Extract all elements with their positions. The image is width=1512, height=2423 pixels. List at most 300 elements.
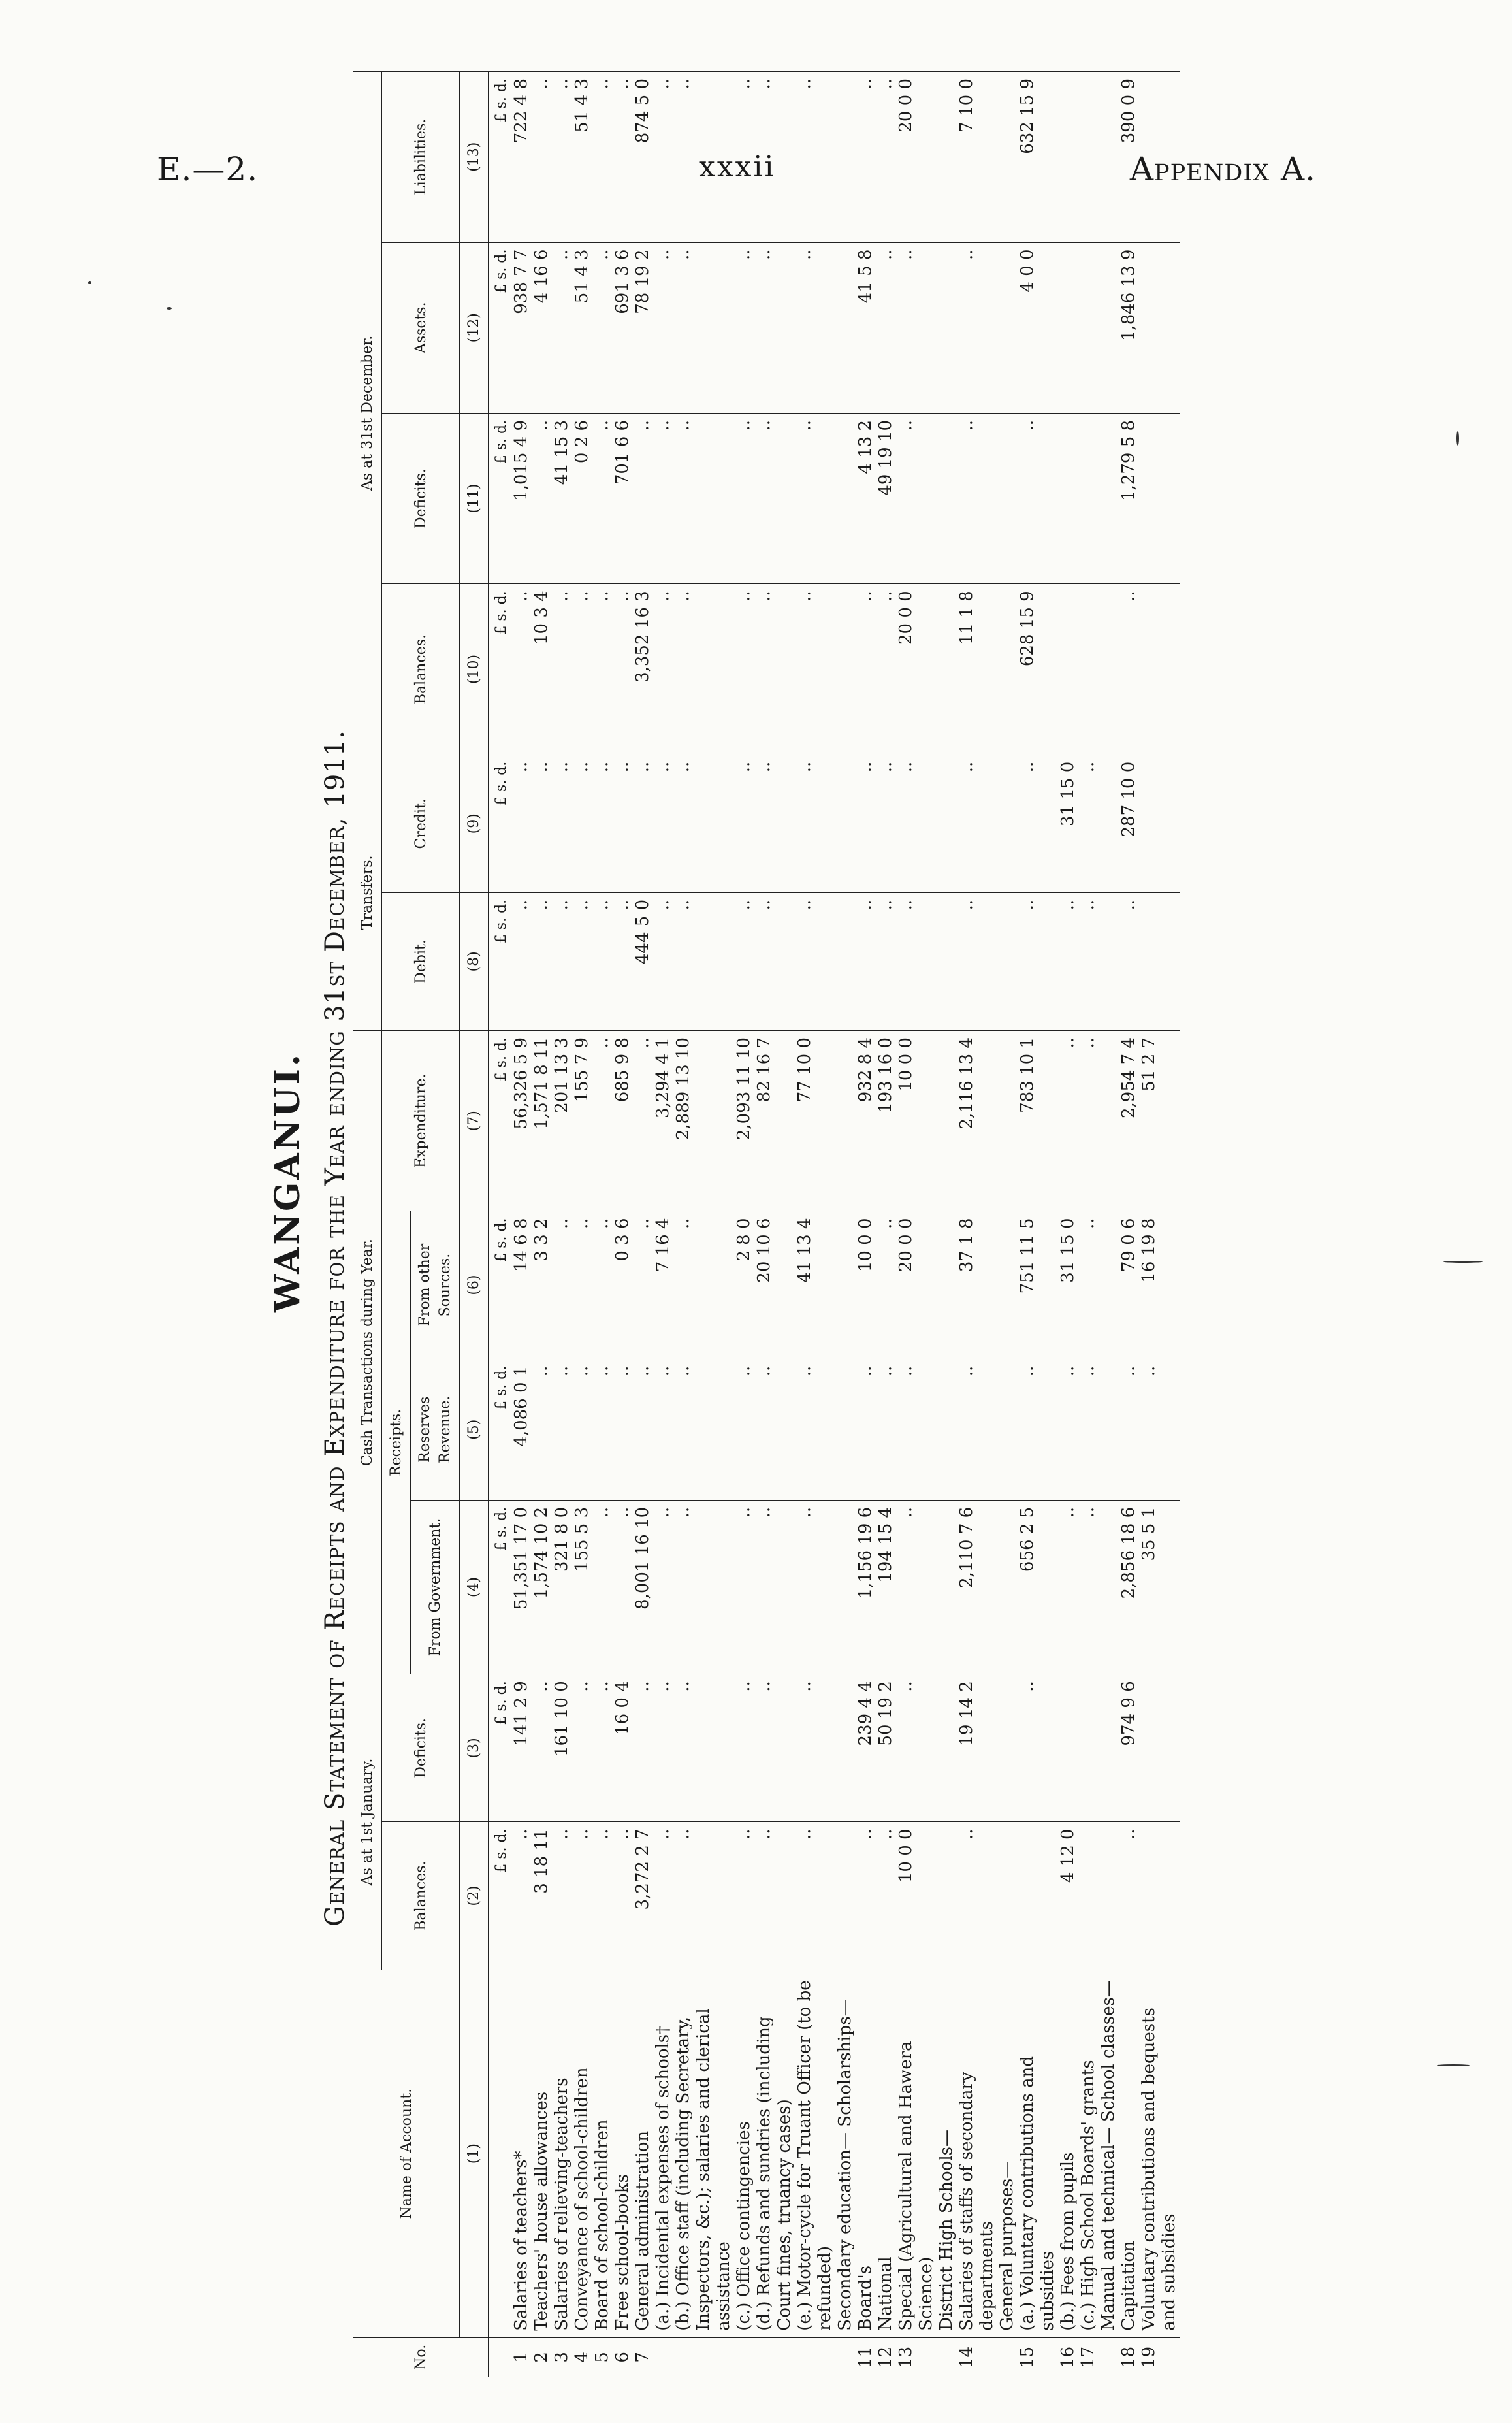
amount-cell-c6: 3 3 2 — [532, 1211, 552, 1359]
account-name: National — [876, 1970, 896, 2337]
amount-cell-c2 — [1078, 1822, 1099, 1970]
amount-cell-c4: .. — [1078, 1500, 1099, 1674]
table-row — [572, 72, 592, 2377]
amount-cell-c10 — [835, 584, 856, 755]
amount-cell-c13: 51 4 3 — [572, 72, 592, 243]
amount-cell-c9: .. — [592, 755, 613, 892]
account-name: Salaries of staffs of secondary departments — [957, 1970, 997, 2337]
amount-cell-c8: .. — [856, 892, 876, 1030]
amount-cell-c2: .. — [957, 1822, 997, 1970]
account-name: General administration — [633, 1970, 653, 2337]
amount-cell-c5: .. — [1078, 1359, 1099, 1500]
amount-cell-c6: 10 0 0 — [856, 1211, 876, 1359]
amount-cell-c9: .. — [511, 755, 532, 892]
amount-cell-c13 — [1078, 72, 1099, 243]
account-name: General purposes— — [997, 1970, 1018, 2337]
amount-cell-c3: .. — [1018, 1674, 1058, 1822]
amount-cell-c5: .. — [633, 1359, 653, 1500]
amount-cell-c2: 4 12 0 — [1058, 1822, 1078, 1970]
amount-cell-c11: .. — [673, 413, 734, 583]
amount-cell-c8: .. — [511, 892, 532, 1030]
amount-cell-c6: .. — [572, 1211, 592, 1359]
group-receipts: Receipts. — [382, 1211, 411, 1674]
row-number: 18 — [1119, 2337, 1139, 2377]
amount-cell-c4 — [997, 1500, 1018, 1674]
account-name: Special (Agricultural and Hawera Science) — [896, 1970, 937, 2337]
amount-cell-c8: .. — [1058, 892, 1078, 1030]
account-name: (e.) Motor-cycle for Truant Officer (to be refunded) — [795, 1970, 835, 2337]
amount-cell-c9 — [997, 755, 1018, 892]
amount-cell-c4: 1,156 19 6 — [856, 1500, 876, 1674]
amount-cell-c6: .. — [673, 1211, 734, 1359]
amount-cell-c5: 4,086 0 1 — [511, 1359, 532, 1500]
amount-cell-c4: 656 2 5 — [1018, 1500, 1058, 1674]
amount-cell-c10: .. — [1119, 584, 1139, 755]
amount-cell-c5: .. — [592, 1359, 613, 1500]
col-num-11: (11) — [460, 413, 489, 583]
amount-cell-c8: .. — [572, 892, 592, 1030]
row-number — [835, 2337, 856, 2377]
amount-cell-c10: 10 3 4 — [532, 584, 552, 755]
table-row — [1078, 72, 1099, 2377]
amount-cell-c8 — [1139, 892, 1180, 1030]
amount-cell-c6: .. — [633, 1211, 653, 1359]
amount-cell-c10: 11 1 8 — [957, 584, 997, 755]
amount-cell-c13 — [997, 72, 1018, 243]
row-number: 3 — [552, 2337, 572, 2377]
amount-cell-c2: .. — [673, 1822, 734, 1970]
row-number: 7 — [633, 2337, 653, 2377]
amount-cell-c5: .. — [957, 1359, 997, 1500]
amount-cell-c2: .. — [552, 1822, 572, 1970]
col-deficits-dec: Deficits. — [382, 413, 460, 583]
col-other-sources: From other Sources. — [411, 1211, 460, 1359]
amount-cell-c12 — [997, 242, 1018, 413]
amount-cell-c6 — [835, 1211, 856, 1359]
amount-cell-c5: .. — [734, 1359, 754, 1500]
amount-cell-c12: .. — [552, 242, 572, 413]
group-dec: As at 31st December. — [353, 72, 382, 755]
amount-cell-c4: 51,351 17 0 — [511, 1500, 532, 1674]
amount-cell-c2 — [1018, 1822, 1058, 1970]
amount-cell-c3: .. — [754, 1674, 795, 1822]
amount-cell-c11: 49 19 10 — [876, 413, 896, 583]
amount-cell-c10: .. — [754, 584, 795, 755]
row-number: 15 — [1018, 2337, 1058, 2377]
amount-cell-c8 — [835, 892, 856, 1030]
amount-cell-c11 — [1078, 413, 1099, 583]
col-num-9: (9) — [460, 755, 489, 892]
amount-cell-c9: 31 15 0 — [1058, 755, 1078, 892]
amount-cell-c13 — [937, 72, 957, 243]
account-name: Capitation — [1119, 1970, 1139, 2337]
row-number: 1 — [511, 2337, 532, 2377]
amount-cell-c4: 8,001 16 10 — [633, 1500, 653, 1674]
amount-cell-c10: .. — [653, 584, 673, 755]
account-name: Salaries of teachers* — [511, 1970, 532, 2337]
amount-cell-c7: 201 13 3 — [552, 1030, 572, 1211]
amount-cell-c2: 10 0 0 — [896, 1822, 937, 1970]
col-assets: Assets. — [382, 242, 460, 413]
amount-cell-c6: 2 8 0 — [734, 1211, 754, 1359]
amount-cell-c8: .. — [532, 892, 552, 1030]
amount-cell-c11: .. — [633, 413, 653, 583]
amount-cell-c6: .. — [592, 1211, 613, 1359]
amount-cell-c3: 141 2 9 — [511, 1674, 532, 1822]
account-name: (d.) Refunds and sundries (including Court fines, truancy cases) — [754, 1970, 795, 2337]
col-liabilities: Liabilities. — [382, 72, 460, 243]
amount-cell-c10: .. — [511, 584, 532, 755]
account-name: Free school-books — [613, 1970, 633, 2337]
account-name: District High Schools— — [937, 1970, 957, 2337]
amount-cell-c7 — [835, 1030, 856, 1211]
account-name: Salaries of relieving-teachers — [552, 1970, 572, 2337]
account-name: (b.) Fees from pupils — [1058, 1970, 1078, 2337]
amount-cell-c10: .. — [734, 584, 754, 755]
page-number: xxxii — [699, 150, 776, 184]
amount-cell-c10: .. — [856, 584, 876, 755]
amount-cell-c8: .. — [795, 892, 835, 1030]
amount-cell-c8: .. — [1078, 892, 1099, 1030]
amount-cell-c12 — [937, 242, 957, 413]
amount-cell-c9: .. — [572, 755, 592, 892]
amount-cell-c2 — [997, 1822, 1018, 1970]
amount-cell-c11 — [835, 413, 856, 583]
row-number — [754, 2337, 795, 2377]
group-transfers: Transfers. — [353, 755, 382, 1030]
amount-cell-c5: .. — [653, 1359, 673, 1500]
amount-cell-c12: .. — [673, 242, 734, 413]
amount-cell-c3 — [997, 1674, 1018, 1822]
amount-cell-c5: .. — [795, 1359, 835, 1500]
amount-cell-c10: .. — [795, 584, 835, 755]
amount-cell-c7: 932 8 4 — [856, 1030, 876, 1211]
amount-cell-c12: .. — [795, 242, 835, 413]
amount-cell-c8 — [1099, 892, 1119, 1030]
amount-cell-c11: .. — [653, 413, 673, 583]
amount-cell-c7: 56,326 5 9 — [511, 1030, 532, 1211]
row-number: 11 — [856, 2337, 876, 2377]
amount-cell-c4: .. — [653, 1500, 673, 1674]
unit-label: £ s. d. — [489, 1674, 512, 1822]
amount-cell-c8: .. — [653, 892, 673, 1030]
account-name: Conveyance of school-children — [572, 1970, 592, 2337]
col-num-2: (2) — [460, 1822, 489, 1970]
col-num-4: (4) — [460, 1500, 489, 1674]
amount-cell-c4: 35 5 1 — [1139, 1500, 1180, 1674]
unit-label: £ s. d. — [489, 1822, 512, 1970]
amount-cell-c5: .. — [1058, 1359, 1078, 1500]
amount-cell-c7: .. — [1078, 1030, 1099, 1211]
amount-cell-c2: .. — [653, 1822, 673, 1970]
amount-cell-c9: .. — [896, 755, 937, 892]
amount-cell-c8: .. — [592, 892, 613, 1030]
amount-cell-c6: .. — [1078, 1211, 1099, 1359]
row-number: 16 — [1058, 2337, 1078, 2377]
group-cash: Cash Transactions during Year. — [353, 1030, 382, 1674]
amount-cell-c8 — [997, 892, 1018, 1030]
col-debit: Debit. — [382, 892, 460, 1030]
amount-cell-c7: 783 10 1 — [1018, 1030, 1058, 1211]
amount-cell-c4: .. — [754, 1500, 795, 1674]
amount-cell-c5 — [835, 1359, 856, 1500]
amount-cell-c4: .. — [896, 1500, 937, 1674]
amount-cell-c12: .. — [592, 242, 613, 413]
amount-cell-c4: .. — [795, 1500, 835, 1674]
col-num-8: (8) — [460, 892, 489, 1030]
amount-cell-c13: .. — [613, 72, 633, 243]
amount-cell-c3: 16 0 4 — [613, 1674, 633, 1822]
amount-cell-c4: .. — [1058, 1500, 1078, 1674]
amount-cell-c4: 1,574 10 2 — [532, 1500, 552, 1674]
amount-cell-c9 — [937, 755, 957, 892]
amount-cell-c9: .. — [795, 755, 835, 892]
amount-cell-c4: 2,856 18 6 — [1119, 1500, 1139, 1674]
amount-cell-c12: 78 19 2 — [633, 242, 653, 413]
row-number: 14 — [957, 2337, 997, 2377]
amount-cell-c2 — [1099, 1822, 1119, 1970]
amount-cell-c6: 20 0 0 — [896, 1211, 937, 1359]
col-num-1: (1) — [460, 1970, 489, 2337]
amount-cell-c11: .. — [795, 413, 835, 583]
table-row — [937, 72, 957, 2377]
table-title: WANGANUI. — [268, 1051, 308, 1312]
amount-cell-c6: 41 13 4 — [795, 1211, 835, 1359]
amount-cell-c6: .. — [552, 1211, 572, 1359]
amount-cell-c8: .. — [876, 892, 896, 1030]
table-row — [957, 72, 997, 2377]
amount-cell-c3: 161 10 0 — [552, 1674, 572, 1822]
account-name: Secondary education— Scholarships— — [835, 1970, 856, 2337]
row-number — [734, 2337, 754, 2377]
amount-cell-c9: .. — [754, 755, 795, 892]
amount-cell-c7: 10 0 0 — [896, 1030, 937, 1211]
amount-cell-c9 — [1139, 755, 1180, 892]
amount-cell-c11: 0 2 6 — [572, 413, 592, 583]
amount-cell-c11 — [997, 413, 1018, 583]
amount-cell-c12: .. — [957, 242, 997, 413]
amount-cell-c2: .. — [734, 1822, 754, 1970]
amount-cell-c7 — [997, 1030, 1018, 1211]
amount-cell-c9: .. — [876, 755, 896, 892]
col-num-13: (13) — [460, 72, 489, 243]
amount-cell-c5: .. — [1018, 1359, 1058, 1500]
account-name: (b.) Office staff (including Secretary, Inspectors, &c.); salaries and clerical assistance — [673, 1970, 734, 2337]
amount-cell-c3: .. — [653, 1674, 673, 1822]
amount-cell-c12 — [1099, 242, 1119, 413]
amount-cell-c10: 20 0 0 — [896, 584, 937, 755]
amount-cell-c6: 20 10 6 — [754, 1211, 795, 1359]
amount-cell-c13: 874 5 0 — [633, 72, 653, 243]
amount-cell-c5: .. — [1139, 1359, 1180, 1500]
amount-cell-c13: .. — [653, 72, 673, 243]
amount-cell-c7: 51 2 7 — [1139, 1030, 1180, 1211]
amount-cell-c11: .. — [957, 413, 997, 583]
unit-label: £ s. d. — [489, 413, 512, 583]
amount-cell-c6 — [937, 1211, 957, 1359]
table-row — [856, 72, 876, 2377]
amount-cell-c11: .. — [592, 413, 613, 583]
amount-cell-c3: .. — [795, 1674, 835, 1822]
amount-cell-c2: .. — [754, 1822, 795, 1970]
amount-cell-c4: 194 15 4 — [876, 1500, 896, 1674]
amount-cell-c7: .. — [633, 1030, 653, 1211]
account-name: Manual and technical— School classes— — [1099, 1970, 1119, 2337]
amount-cell-c12: .. — [896, 242, 937, 413]
amount-cell-c10 — [1078, 584, 1099, 755]
unit-label: £ s. d. — [489, 1211, 512, 1359]
amount-cell-c3: 50 19 2 — [876, 1674, 896, 1822]
appendix-label: Appendix A. — [1129, 150, 1316, 188]
table-row — [1058, 72, 1078, 2377]
amount-cell-c5: .. — [856, 1359, 876, 1500]
amount-cell-c7: 155 7 9 — [572, 1030, 592, 1211]
table-row — [592, 72, 613, 2377]
amount-cell-c13: .. — [734, 72, 754, 243]
statement-table — [353, 71, 1180, 2377]
table-row — [835, 72, 856, 2377]
row-number — [1099, 2337, 1119, 2377]
amount-cell-c5: .. — [532, 1359, 552, 1500]
page-ref: E.—2. — [157, 150, 259, 188]
amount-cell-c10: 3,352 16 3 — [633, 584, 653, 755]
table-subtitle: General Statement of Receipts and Expenditure for the Year ending 31st December, 1911. — [320, 730, 350, 1927]
account-name: Voluntary contributions and bequests and subsidies — [1139, 1970, 1180, 2337]
amount-cell-c8: .. — [896, 892, 937, 1030]
amount-cell-c7: .. — [592, 1030, 613, 1211]
amount-cell-c11: .. — [532, 413, 552, 583]
unit-label: £ s. d. — [489, 242, 512, 413]
amount-cell-c8: .. — [552, 892, 572, 1030]
amount-cell-c10 — [997, 584, 1018, 755]
amount-cell-c6: 16 19 8 — [1139, 1211, 1180, 1359]
amount-cell-c9: .. — [653, 755, 673, 892]
amount-cell-c10: .. — [613, 584, 633, 755]
amount-cell-c10: .. — [572, 584, 592, 755]
amount-cell-c5: .. — [754, 1359, 795, 1500]
amount-cell-c7: .. — [1058, 1030, 1078, 1211]
amount-cell-c3: .. — [673, 1674, 734, 1822]
table-row — [997, 72, 1018, 2377]
amount-cell-c6: 14 6 8 — [511, 1211, 532, 1359]
table-row — [552, 72, 572, 2377]
unit-label: £ s. d. — [489, 892, 512, 1030]
amount-cell-c12: 938 7 7 — [511, 242, 532, 413]
amount-cell-c9: 287 10 0 — [1119, 755, 1139, 892]
table-row — [1018, 72, 1058, 2377]
amount-cell-c5 — [937, 1359, 957, 1500]
col-num-5: (5) — [460, 1359, 489, 1500]
amount-cell-c2: .. — [856, 1822, 876, 1970]
amount-cell-c6: 751 11 5 — [1018, 1211, 1058, 1359]
amount-cell-c5: .. — [1119, 1359, 1139, 1500]
amount-cell-c8: .. — [957, 892, 997, 1030]
amount-cell-c3: .. — [896, 1674, 937, 1822]
unit-label: £ s. d. — [489, 1500, 512, 1674]
amount-cell-c9: .. — [1018, 755, 1058, 892]
amount-cell-c2 — [1139, 1822, 1180, 1970]
table-row — [754, 72, 795, 2377]
amount-cell-c12: 4 16 6 — [532, 242, 552, 413]
amount-cell-c12: .. — [754, 242, 795, 413]
amount-cell-c8: .. — [754, 892, 795, 1030]
amount-cell-c6 — [1099, 1211, 1119, 1359]
amount-cell-c11: 4 13 2 — [856, 413, 876, 583]
col-num-3: (3) — [460, 1674, 489, 1822]
amount-cell-c13: .. — [754, 72, 795, 243]
amount-cell-c13: 632 15 9 — [1018, 72, 1058, 243]
amount-cell-c11: 1,015 4 9 — [511, 413, 532, 583]
amount-cell-c12 — [835, 242, 856, 413]
amount-cell-c12: .. — [653, 242, 673, 413]
account-name: Board's — [856, 1970, 876, 2337]
account-name: (c.) Office contingencies — [734, 1970, 754, 2337]
amount-cell-c3: 239 4 4 — [856, 1674, 876, 1822]
amount-cell-c13: .. — [532, 72, 552, 243]
table-row — [511, 72, 532, 2377]
amount-cell-c3: .. — [734, 1674, 754, 1822]
col-expenditure: Expenditure. — [382, 1030, 460, 1211]
amount-cell-c11: .. — [734, 413, 754, 583]
amount-cell-c2: .. — [511, 1822, 532, 1970]
amount-cell-c7: 2,954 7 4 — [1119, 1030, 1139, 1211]
amount-cell-c2 — [937, 1822, 957, 1970]
amount-cell-c11 — [937, 413, 957, 583]
amount-cell-c10 — [937, 584, 957, 755]
table-row — [1099, 72, 1119, 2377]
amount-cell-c7: 2,116 13 4 — [957, 1030, 997, 1211]
amount-cell-c6: .. — [876, 1211, 896, 1359]
amount-cell-c3: 19 14 2 — [957, 1674, 997, 1822]
table-row — [896, 72, 937, 2377]
amount-cell-c3: .. — [592, 1674, 613, 1822]
amount-cell-c9: .. — [673, 755, 734, 892]
table-row — [532, 72, 552, 2377]
amount-cell-c2: .. — [876, 1822, 896, 1970]
amount-cell-c3 — [937, 1674, 957, 1822]
amount-cell-c3 — [835, 1674, 856, 1822]
table-row — [613, 72, 633, 2377]
amount-cell-c11 — [1058, 413, 1078, 583]
amount-cell-c9: .. — [1078, 755, 1099, 892]
amount-cell-c13 — [1099, 72, 1119, 243]
unit-label: £ s. d. — [489, 584, 512, 755]
amount-cell-c9: .. — [633, 755, 653, 892]
amount-cell-c12: 51 4 3 — [572, 242, 592, 413]
col-balances-jan: Balances. — [382, 1822, 460, 1970]
row-number — [997, 2337, 1018, 2377]
amount-cell-c4: 321 8 0 — [552, 1500, 572, 1674]
amount-cell-c7: 1,571 8 11 — [532, 1030, 552, 1211]
amount-cell-c12: .. — [876, 242, 896, 413]
table-row — [1119, 72, 1139, 2377]
amount-cell-c5: .. — [673, 1359, 734, 1500]
account-name: (a.) Voluntary contributions and subsidies — [1018, 1970, 1058, 2337]
col-num-10: (10) — [460, 584, 489, 755]
row-number: 13 — [896, 2337, 937, 2377]
amount-cell-c5: .. — [896, 1359, 937, 1500]
table-row — [633, 72, 653, 2377]
amount-cell-c4 — [1099, 1500, 1119, 1674]
amount-cell-c2: .. — [795, 1822, 835, 1970]
account-name: Teachers' house allowances — [532, 1970, 552, 2337]
amount-cell-c11 — [1139, 413, 1180, 583]
row-number — [653, 2337, 673, 2377]
amount-cell-c3 — [1139, 1674, 1180, 1822]
amount-cell-c10 — [1139, 584, 1180, 755]
amount-cell-c7: 77 10 0 — [795, 1030, 835, 1211]
amount-cell-c6: 7 16 4 — [653, 1211, 673, 1359]
